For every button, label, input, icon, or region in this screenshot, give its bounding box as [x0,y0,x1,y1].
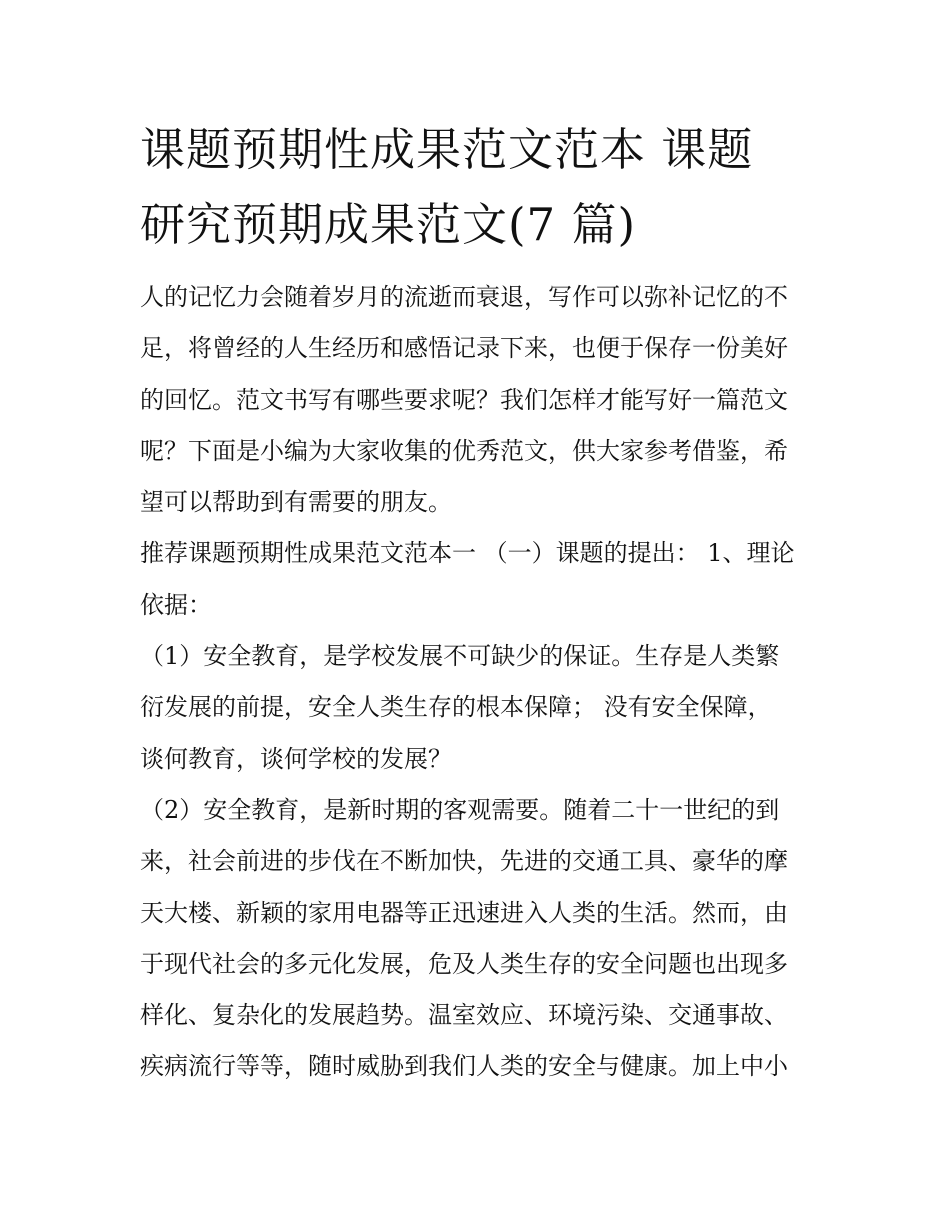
body-line: （1）安全教育，是学校发展不可缺少的保证。生存是人类繁 [140,642,780,671]
body-line: 望可以帮助到有需要的朋友。 [140,488,452,517]
body-line: 足，将曾经的人生经历和感悟记录下来，也便于保存一份美好 [140,334,788,363]
body-line: 样化、复杂化的发展趋势。温室效应、环境污染、交通事故、 [140,1001,788,1030]
body-line: 呢？下面是小编为大家收集的优秀范文，供大家参考借鉴，希 [140,436,788,465]
body-line: 于现代社会的多元化发展，危及人类生存的安全问题也出现多 [140,949,788,978]
body-line: 的回忆。范文书写有哪些要求呢？我们怎样才能写好一篇范文 [140,385,788,414]
document-page [140,112,812,1093]
body-line: 谈何教育，谈何学校的发展？ [140,744,452,773]
body-line: 天大楼、新颖的家用电器等正迅速进入人类的生活。然而，由 [140,898,788,927]
title-line: 研究预期成果范文(7 篇) [140,198,637,251]
body-line: 疾病流行等等，随时威胁到我们人类的安全与健康。加上中小 [140,1052,788,1081]
body-line: （2）安全教育，是新时期的客观需要。随着二十一世纪的到 [140,795,780,824]
body-line: 依据： [140,590,212,619]
body-line: 人的记忆力会随着岁月的流逝而衰退，写作可以弥补记忆的不 [140,283,788,311]
document-body [140,272,812,1093]
document-title [140,112,812,262]
body-line: 推荐课题预期性成果范文范本一 （一）课题的提出： 1、理论 [140,539,795,568]
body-line: 衍发展的前提，安全人类生存的根本保障； 没有安全保障， [140,693,772,722]
title-line: 课题预期性成果范文范本 课题 [140,123,754,176]
body-line: 来，社会前进的步伐在不断加快，先进的交通工具、豪华的摩 [140,847,788,876]
